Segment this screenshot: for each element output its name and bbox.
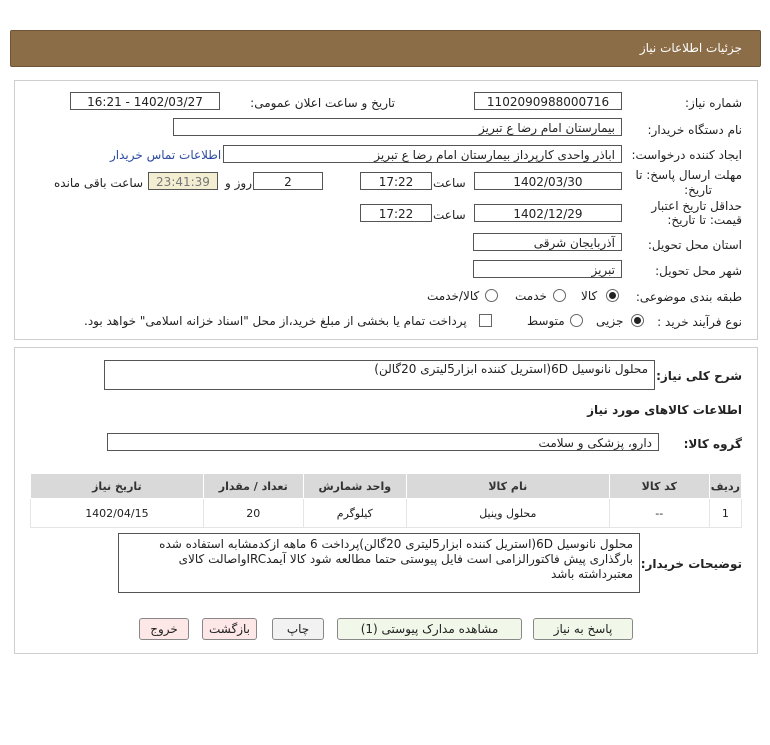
deadline-date-field: 1402/03/30 [474, 172, 622, 190]
creator-label: ایجاد کننده درخواست: [631, 148, 742, 162]
contact-buyer-link[interactable]: اطلاعات تماس خریدار [110, 148, 222, 162]
summary-label: شرح کلی نیاز: [656, 369, 742, 383]
city-label: شهر محل تحویل: [655, 264, 742, 278]
deadline-label-2: تاریخ: [684, 183, 712, 197]
print-button[interactable]: چاپ [272, 618, 324, 640]
deadline-time-field: 17:22 [360, 172, 432, 190]
days-label: روز و [225, 176, 252, 190]
cell-code: -- [609, 499, 709, 528]
exit-button[interactable]: خروج [139, 618, 189, 640]
col-date: تاریخ نیاز [31, 474, 204, 499]
process-label: نوع فرآیند خرید : [657, 315, 742, 329]
cell-unit: کیلوگرم [303, 499, 406, 528]
validity-time-label: ساعت [433, 208, 466, 222]
category-label: طبقه بندی موضوعی: [635, 290, 742, 304]
announce-field: 1402/03/27 - 16:21 [70, 92, 220, 110]
validity-label-1: حداقل تاریخ اعتبار [651, 199, 742, 213]
back-button[interactable]: بازگشت [202, 618, 257, 640]
category-option-goods-service: کالا/خدمت [427, 289, 480, 303]
col-row: ردیف [709, 474, 741, 499]
cell-qty: 20 [203, 499, 303, 528]
reply-button[interactable]: پاسخ به نیاز [533, 618, 633, 640]
view-attachments-button[interactable]: مشاهده مدارک پیوستی (1) [337, 618, 522, 640]
buyer-label: نام دستگاه خریدار: [647, 123, 742, 137]
buyer-field: بیمارستان امام رضا ع تبریز [173, 118, 622, 136]
summary-field: محلول نانوسیل 6D(استریل کننده ابزار5لیتری 20گالن) [104, 360, 655, 390]
category-radio-service[interactable] [553, 289, 566, 302]
table-row [31, 499, 742, 528]
goods-table-header [31, 474, 742, 499]
goods-group-field: دارو، پزشکی و سلامت [107, 433, 659, 451]
city-field: تبریز [473, 260, 622, 278]
col-name: نام کالا [406, 474, 609, 499]
validity-label-2: قیمت: تا تاریخ: [667, 213, 742, 227]
validity-date-field: 1402/12/29 [474, 204, 622, 222]
cell-date: 1402/04/15 [31, 499, 204, 528]
category-option-service: خدمت [515, 289, 547, 303]
col-code: کد کالا [609, 474, 709, 499]
process-option-medium: متوسط [527, 314, 565, 328]
province-label: استان محل تحویل: [647, 238, 742, 252]
province-field: آذربایجان شرقی [473, 233, 622, 251]
treasury-payment-note: پرداخت تمام یا بخشی از مبلغ خرید،از محل "اسناد خزانه اسلامی" خواهد بود. [84, 314, 467, 328]
process-radio-medium[interactable] [570, 314, 583, 327]
goods-section-title: اطلاعات کالاهای مورد نیاز [587, 403, 742, 417]
goods-table [30, 473, 742, 528]
need-number-label: شماره نیاز: [685, 96, 742, 110]
process-radio-partial[interactable] [631, 314, 644, 327]
category-radio-goods-service[interactable] [485, 289, 498, 302]
cell-name: محلول وینیل [406, 499, 609, 528]
days-field: 2 [253, 172, 323, 190]
need-number-field: 1102090988000716 [474, 92, 622, 110]
remaining-label: ساعت باقی مانده [54, 176, 144, 190]
creator-field: اباذر واحدی کارپرداز بیمارستان امام رضا ع تبریز [223, 145, 622, 163]
category-option-goods: کالا [581, 289, 598, 303]
announce-label: تاریخ و ساعت اعلان عمومی: [250, 96, 395, 110]
cell-row: 1 [709, 499, 741, 528]
buyer-notes-label: توضیحات خریدار: [640, 557, 742, 571]
buyer-notes-box: محلول نانوسیل 6D(استریل کننده ابزار5لیتری 20گالن)پرداخت 6 ماهه ازکدمشابه استفاده شده بارگذاری پیش فاکتورالزامی است فایل پیوستی حتما مطالعه شود کالا آیمدIRCواصالت کالای معتبرداشته باشد [118, 533, 640, 593]
category-radio-goods[interactable] [606, 289, 619, 302]
validity-time-field: 17:22 [360, 204, 432, 222]
page-header [10, 30, 761, 67]
col-unit: واحد شمارش [303, 474, 406, 499]
treasury-payment-checkbox[interactable] [479, 314, 492, 327]
process-option-partial: جزیی [596, 314, 624, 328]
goods-group-label: گروه کالا: [683, 437, 742, 451]
deadline-time-label: ساعت [433, 176, 466, 190]
deadline-label-1: مهلت ارسال پاسخ: تا [635, 168, 742, 182]
page-title: جزئیات اطلاعات نیاز [639, 41, 742, 55]
col-qty: تعداد / مقدار [203, 474, 303, 499]
remaining-time-field: 23:41:39 [148, 172, 218, 190]
